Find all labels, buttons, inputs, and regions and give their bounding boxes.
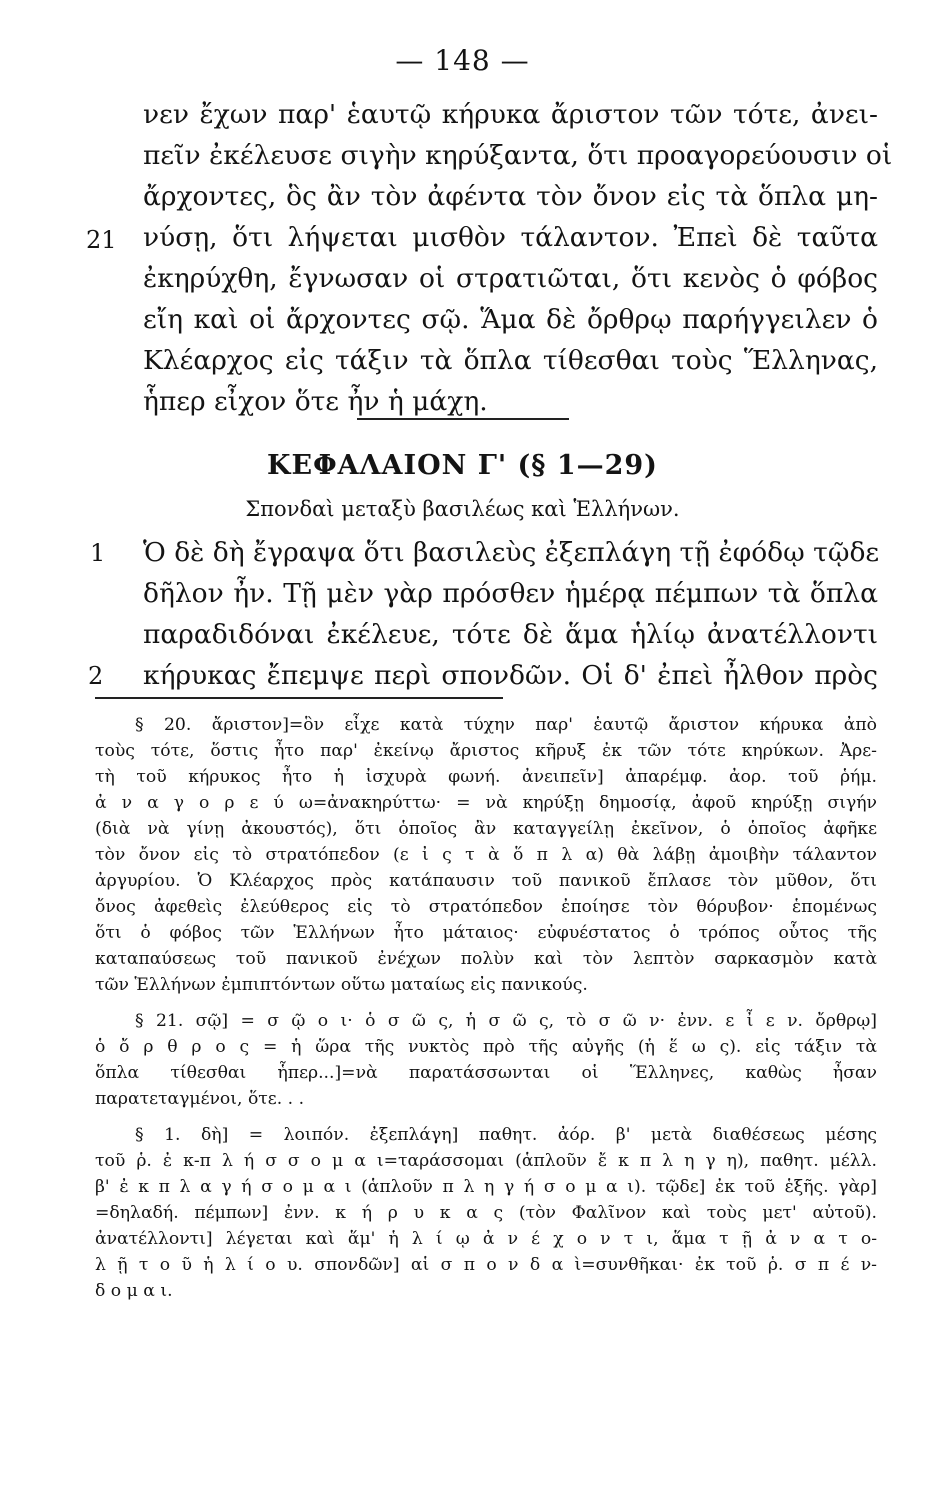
note-line: καταπαύσεως τοῦ πανικοῦ ἐνέχων πολὺν καὶ τὸν λεπτὸν σαρκασμὸν κατὰ (95, 949, 877, 969)
text-line: Κλέαρχος εἰς τάξιν τὰ ὅπλα τίθεσθαι τοὺς Ἕλληνας, (143, 345, 878, 376)
footnote-divider (95, 697, 503, 699)
text-line: εἴη καὶ οἱ ἄρχοντες σῷ. Ἅμα δὲ ὄρθρῳ παρήγγειλεν ὁ (143, 304, 878, 335)
chapter-title: ΚΕΦΑΛΑΙΟΝ Γ' (§ 1—29) (267, 450, 658, 481)
note-line: τοὺς τότε, ὅστις ἦτο παρ' ἐκείνῳ ἄριστος κῆρυξ ἐκ τῶν τότε κηρύκων. Ἀρε- (95, 741, 877, 761)
note-line: ὅτι ὁ φόβος τῶν Ἑλλήνων ἦτο μάταιος· εὐφυέστατος ὁ τρόπος οὗτος τῆς (95, 923, 877, 943)
note-line: τοῦ ῥ. ἐ κ-π λ ή σ σ ο μ α ι=ταράσσομαι (ἁπλοῦν ἔ κ π λ η γ η), παθητ. μέλλ. (95, 1151, 877, 1171)
text-line: πεῖν ἐκέλευσε σιγὴν κηρύξαντα, ὅτι προαγορεύουσιν οἱ (143, 140, 893, 171)
text-line: δῆλον ἦν. Τῇ μὲν γὰρ πρόσθεν ἡμέρᾳ πέμπων τὰ ὅπλα (143, 578, 878, 609)
chapter-subtitle: Σπονδαὶ μεταξὺ βασιλέως καὶ Ἑλλήνων. (245, 497, 680, 521)
text-line: νύσῃ, ὅτι λήψεται μισθὸν τάλαντον. Ἐπεὶ δὲ ταῦτα (143, 222, 878, 253)
margin-section-number: 1 (90, 539, 106, 567)
text-line: ἐκηρύχθη, ἔγνωσαν οἱ στρατιῶται, ὅτι κενὸς ὁ φόβος (143, 263, 878, 294)
note-line: (διὰ νὰ γίνῃ ἀκουστός), ὅτι ὁποῖος ἂν καταγγείλῃ ἐκεῖνον, ὁ ὁποῖος ἀφῆκε (95, 819, 877, 839)
margin-section-number: 2 (88, 662, 104, 690)
note-line: λ ῇ τ ο ῦ ἡ λ ί ο υ. σπονδῶν] αἱ σ π ο ν δ α ὶ=συνθῆκαι· ἐκ τοῦ ῥ. σ π έ ν- (95, 1255, 877, 1275)
note-line: ἀργυρίου. Ὁ Κλέαρχος πρὸς κατάπαυσιν τοῦ πανικοῦ ἔπλασε τὸν μῦθον, ὅτι (95, 871, 877, 891)
note-line: § 20. ἄριστον]=ὃν εἶχε κατὰ τύχην παρ' ἑαυτῷ ἄριστον κήρυκα ἀπὸ (135, 715, 877, 735)
note-line: δ ο μ α ι. (95, 1281, 173, 1301)
note-line: ὄνος ἀφεθεὶς ἐλεύθερος εἰς τὸ στρατόπεδον ἐποίησε τὸν θόρυβον· ἑπομένως (95, 897, 877, 917)
text-line: Ὁ δὲ δὴ ἔγραψα ὅτι βασιλεὺς ἐξεπλάγη τῇ ἐφόδῳ τῷδε (143, 537, 880, 568)
note-line: τὸν ὄνον εἰς τὸ στρατόπεδον (ε ἰ ς τ ὰ ὅ π λ α) θὰ λάβῃ ἀμοιβὴν τάλαντον (95, 845, 877, 865)
note-line: τὴ τοῦ κήρυκος ἦτο ἡ ἰσχυρὰ φωνή. ἀνειπεῖν] ἀπαρέμφ. ἀορ. τοῦ ῥήμ. (95, 767, 877, 787)
page-number: — 148 — (395, 44, 530, 77)
note-line: =δηλαδή. πέμπων] ἐνν. κ ή ρ υ κ α ς (τὸν Φαλῖνον καὶ τοὺς μετ' αὐτοῦ). (95, 1203, 877, 1223)
note-line: ἀνατέλλοντι] λέγεται καὶ ἅμ' ἡ λ ί ῳ ἀ ν έ χ ο ν τ ι, ἅμα τ ῇ ἀ ν α τ ο- (95, 1229, 877, 1249)
note-line: § 21. σῷ] = σ ῷ ο ι· ὁ σ ῶ ς, ἡ σ ῶ ς, τὸ σ ῶ ν· ἐνν. ε ἶ ε ν. ὄρθρῳ] (135, 1011, 877, 1031)
note-line: ὅπλα τίθεσθαι ἧπερ...]=νὰ παρατάσσωνται οἱ Ἕλληνες, καθὼς ἦσαν (95, 1063, 877, 1083)
text-line: ἄρχοντες, ὃς ἂν τὸν ἀφέντα τὸν ὄνον εἰς τὰ ὅπλα μη- (143, 181, 878, 212)
note-line: τῶν Ἑλλήνων ἐμπιπτόντων οὕτω ματαίως εἰς πανικούς. (95, 975, 588, 995)
text-line: παραδιδόναι ἐκέλευε, τότε δὲ ἅμα ἡλίῳ ἀνατέλλοντι (143, 619, 878, 650)
margin-section-number: 21 (86, 226, 117, 254)
text-line: νεν ἔχων παρ' ἑαυτῷ κήρυκα ἄριστον τῶν τότε, ἀνει- (143, 99, 878, 130)
note-line: ἀ ν α γ ο ρ ε ύ ω=ἀνακηρύττω· = νὰ κηρύξῃ δημοσίᾳ, ἀφοῦ κηρύξῃ σιγήν (95, 793, 877, 813)
section-divider (357, 418, 569, 420)
text-line: κήρυκας ἔπεμψε περὶ σπονδῶν. Οἱ δ' ἐπεὶ ἦλθον πρὸς (143, 660, 878, 691)
note-line: β' ἐ κ π λ α γ ή σ ο μ α ι (ἁπλοῦν π λ η γ ή σ ο μ α ι). τῷδε] ἐκ τοῦ ἑξῆς. γὰρ] (95, 1177, 877, 1197)
note-line: § 1. δὴ] = λοιπόν. ἐξεπλάγη] παθητ. ἀόρ. β' μετὰ διαθέσεως μέσης (135, 1125, 877, 1145)
note-line: παρατεταγμένοι, ὅτε. . . (95, 1089, 305, 1109)
note-line: ὁ ὄ ρ θ ρ ο ς = ἡ ὥρα τῆς νυκτὸς πρὸ τῆς αὐγῆς (ἡ ἕ ω ς). εἰς τάξιν τὰ (95, 1037, 877, 1057)
text-line: ἧπερ εἶχον ὅτε ἦν ἡ μάχη. (143, 386, 488, 417)
